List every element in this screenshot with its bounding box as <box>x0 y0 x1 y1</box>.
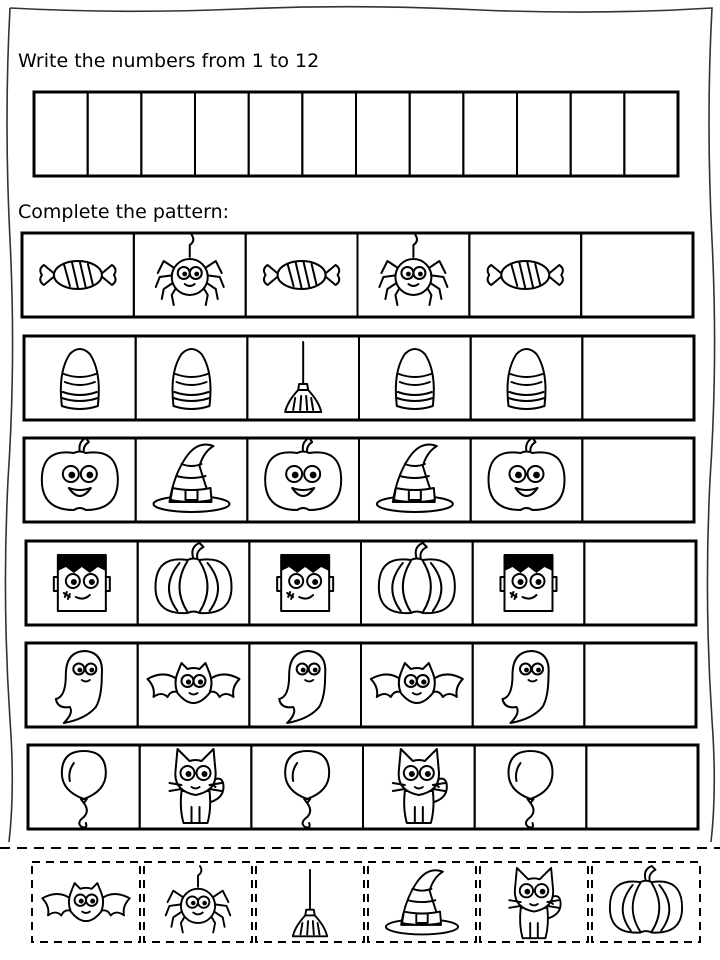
candy-corn-icon <box>508 349 546 409</box>
candy-corn-icon <box>396 349 434 409</box>
pattern-row <box>28 745 698 829</box>
candy-corn-icon <box>173 349 211 409</box>
frankenstein-icon <box>54 555 110 611</box>
pattern-rows <box>22 233 698 829</box>
pattern-row <box>24 438 694 522</box>
frankenstein-icon <box>277 555 333 611</box>
cutout-row <box>32 862 700 942</box>
frankenstein-icon <box>501 555 557 611</box>
number-boxes <box>34 92 678 176</box>
pattern-row <box>22 233 693 317</box>
candy-corn-icon <box>61 349 99 409</box>
pattern-row <box>26 541 696 625</box>
pattern-row <box>26 643 696 727</box>
number-instruction: Write the numbers from 1 to 12 <box>18 50 320 72</box>
pattern-row <box>24 336 694 420</box>
pattern-instruction: Complete the pattern: <box>18 201 230 223</box>
